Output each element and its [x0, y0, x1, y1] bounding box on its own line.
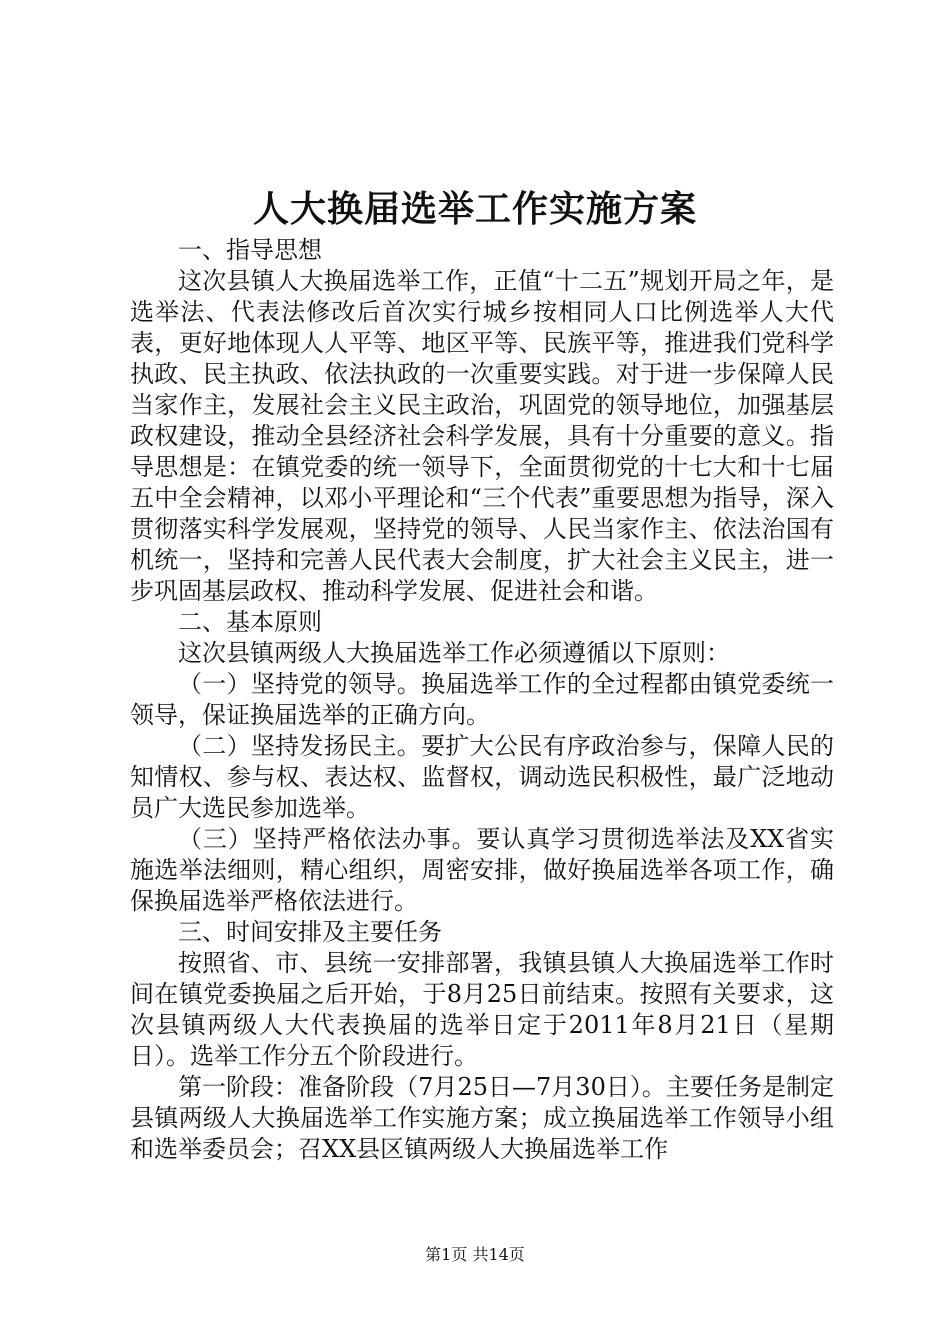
- body-paragraph: 这次县镇人大换届选举工作，正值“十二五”规划开局之年，是选举法、代表法修改后首次实行城乡按相同人口比例选举人大代表，更好地体现人人平等、地区平等、民族平等，推进我们党科学执政、民主执政、依法执政的一次重要实践。对于进一步保障人民当家作主，发展社会主义民主政治，巩固党的领导地位，加强基层政权建设，推动全县经济社会科学发展，具有十分重要的意义。指导思想是：在镇党委的统一领导下，全面贯彻党的十七大和十七届五中全会精神，以邓小平理论和“三个代表”重要思想为指导，深入贯彻落实科学发展观，坚持党的领导、人民当家作主、依法治国有机统一，坚持和完善人民代表大会制度，扩大社会主义民主，进一步巩固基层政权、推动科学发展、促进社会和谐。: [130, 267, 834, 605]
- body-paragraph: （二）坚持发扬民主。要扩大公民有序政治参与，保障人民的知情权、参与权、表达权、监督权，调动选民积极性，最广泛地动员广大选民参加选举。: [130, 732, 834, 822]
- body-paragraph: 第一阶段：准备阶段（7月25日—7月30日）。主要任务是制定县镇两级人大换届选举工作实施方案；成立换届选举工作领导小组和选举委员会；召XX县区镇两级人大换届选举工作: [130, 1073, 834, 1163]
- section-heading: 一、指导思想: [178, 236, 322, 264]
- document-body: [130, 235, 834, 1165]
- section-heading: 三、时间安排及主要任务: [178, 918, 442, 946]
- document-title: 人大换届选举工作实施方案: [252, 188, 697, 230]
- body-paragraph: 按照省、市、县统一安排部署，我镇县镇人大换届选举工作时间在镇党委换届之后开始，于8月25日前结束。按照有关要求，这次县镇两级人大代表换届的选举日定于2011年8月21日（星期日）。选举工作分五个阶段进行。: [130, 949, 834, 1070]
- body-paragraph: 这次县镇两级人大换届选举工作必须遵循以下原则：: [178, 639, 730, 667]
- page-number: 第1页 共14页: [425, 1245, 525, 1264]
- body-paragraph: （一）坚持党的领导。换届选举工作的全过程都由镇党委统一领导，保证换届选举的正确方向。: [130, 670, 834, 729]
- body-paragraph: （三）坚持严格依法办事。要认真学习贯彻选举法及XX省实施选举法细则，精心组织，周密安排，做好换届选举各项工作，确保换届选举严格依法进行。: [130, 825, 834, 915]
- section-heading: 二、基本原则: [178, 608, 322, 636]
